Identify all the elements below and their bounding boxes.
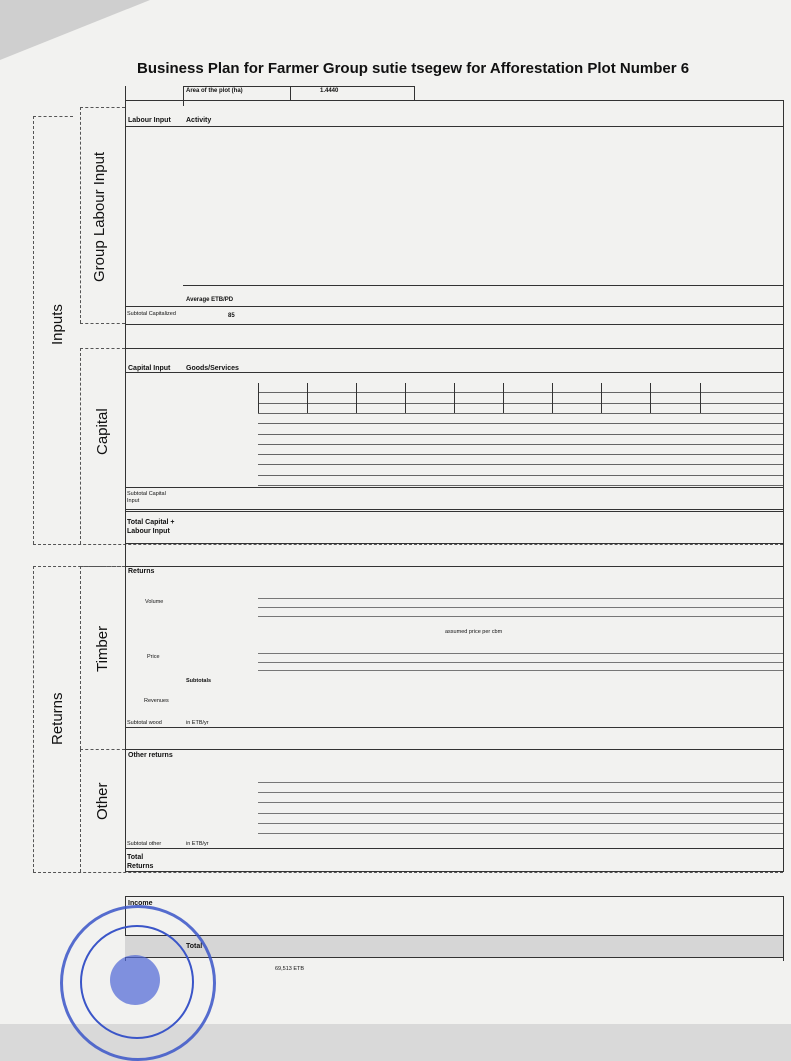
subtotal-other-label: Subtotal other: [127, 841, 162, 847]
group-labour-label: Group Labour Input: [91, 151, 108, 282]
grid-line: [454, 383, 455, 413]
grid-line: [650, 383, 651, 413]
subtotal-wood-unit: in ETB/yr: [186, 720, 209, 726]
grid-line: [258, 485, 783, 486]
grid-line: [258, 670, 783, 671]
labour-subtotal-label: Subtotal Capitalized: [127, 311, 176, 317]
grid-line: [258, 454, 783, 455]
grid-line: [258, 833, 783, 834]
grid-line: [356, 383, 357, 413]
grid-line: [258, 823, 783, 824]
grid-line: [307, 383, 308, 413]
avg-label: Average ETB/PD: [186, 297, 234, 303]
activity-header: Activity: [186, 117, 212, 124]
total-returns-label: Total Returns: [127, 854, 154, 870]
grid-line: [258, 423, 783, 424]
grid-line: [503, 383, 504, 413]
grid-line: [258, 653, 783, 654]
folded-corner: [0, 0, 150, 60]
grid-line: [258, 813, 783, 814]
timber-label: Timber: [94, 625, 111, 672]
grid-line: [258, 392, 783, 393]
capital-label: Capital: [94, 408, 111, 455]
grid-line: [700, 383, 701, 413]
income-note: 69,513 ETB: [275, 966, 305, 972]
returns-label: Returns: [49, 692, 66, 745]
grid-line: [258, 403, 783, 404]
avg-value: 85: [228, 313, 235, 319]
grid-line: [258, 607, 783, 608]
assumed-price-note: assumed price per cbm: [445, 629, 503, 635]
grid-line: [552, 383, 553, 413]
total-capital-label: Total Capital + Labour Input: [127, 519, 175, 535]
grid-line: [258, 616, 783, 617]
subtotal-other-unit: in ETB/yr: [186, 841, 209, 847]
grid-line: [405, 383, 406, 413]
inputs-label: Inputs: [49, 304, 66, 345]
grid-line: [258, 464, 783, 465]
price-label: Price: [147, 654, 160, 660]
timber-section-label: Returns: [128, 568, 155, 575]
grid-line: [258, 782, 783, 783]
document-title: Business Plan for Farmer Group sutie tsegew for Afforestation Plot Number 6: [137, 60, 690, 77]
grid-line: [258, 444, 783, 445]
income-total-band: [125, 935, 783, 957]
income-section-label: Income: [128, 900, 153, 907]
grid-line: [258, 383, 259, 413]
area-value: 1.4440: [320, 88, 339, 94]
grid-line: [258, 792, 783, 793]
goods-header: Goods/Services: [186, 365, 239, 372]
capital-section-label: Capital Input: [128, 365, 171, 372]
grid-line: [258, 598, 783, 599]
other-section-label: Other returns: [128, 752, 173, 759]
volume-label: Volume: [145, 599, 164, 605]
other-label: Other: [94, 782, 111, 820]
area-label: Area of the plot (ha): [186, 88, 243, 94]
grid-line: [258, 802, 783, 803]
income-total-label: Total: [186, 943, 203, 950]
revenues-label: Revenues: [144, 698, 169, 704]
official-stamp-emblem: [110, 955, 160, 1005]
labour-section-label: Labour Input: [128, 117, 171, 124]
grid-line: [601, 383, 602, 413]
subtotal-wood-label: Subtotal wood: [127, 720, 162, 726]
grid-line: [258, 475, 783, 476]
grid-line: [258, 413, 783, 414]
subtotals-label: Subtotals: [186, 678, 212, 684]
grid-line: [258, 662, 783, 663]
capital-subtotal-label: Subtotal Capital Input: [127, 491, 166, 504]
grid-line: [258, 434, 783, 435]
